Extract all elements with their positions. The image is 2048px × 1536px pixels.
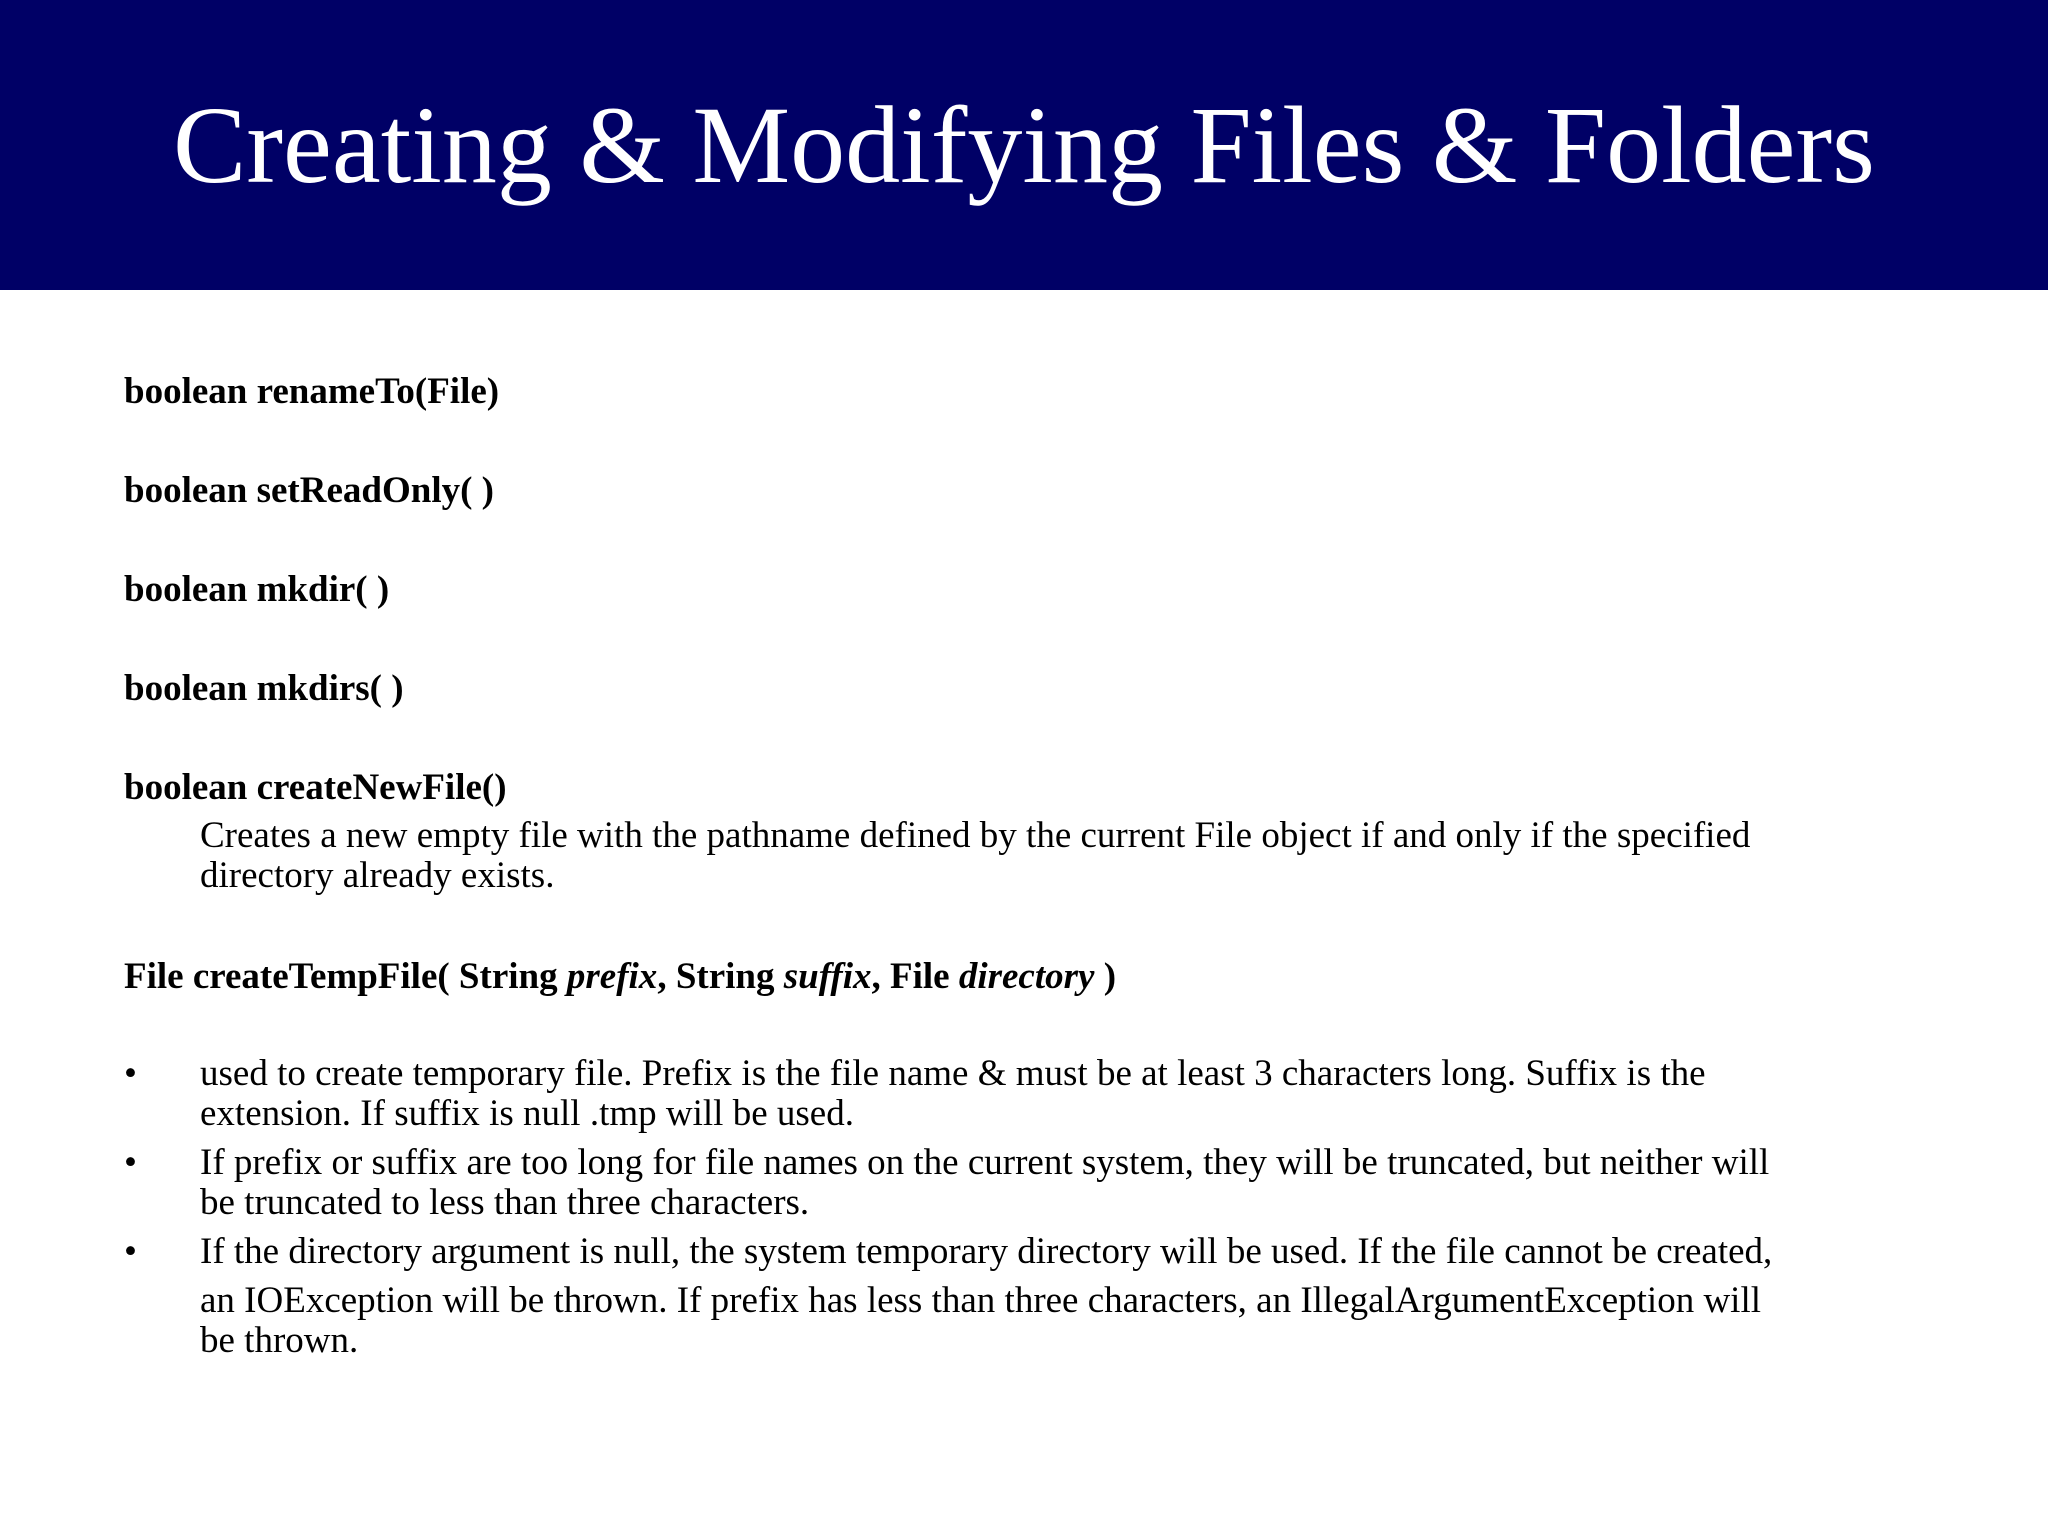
bullet-icon: • bbox=[124, 1231, 137, 1272]
method-set-read-only: boolean setReadOnly( ) bbox=[124, 470, 494, 511]
method-rename-to: boolean renameTo(File) bbox=[124, 371, 500, 412]
method-mkdirs: boolean mkdirs( ) bbox=[124, 668, 404, 709]
slide-title: Creating & Modifying Files & Folders bbox=[173, 84, 1875, 206]
method-mkdir: boolean mkdir( ) bbox=[124, 569, 390, 610]
create-new-file-description-line: Creates a new empty file with the pathname defined by the current File object if and only if the specified bbox=[200, 815, 1751, 856]
param-suffix: suffix bbox=[783, 956, 872, 997]
bullet-icon: • bbox=[124, 1053, 137, 1094]
method-create-new-file: boolean createNewFile() bbox=[124, 767, 507, 808]
bullet-text: If prefix or suffix are too long for file names on the current system, they will be truncated, but neither will be truncated to less than three characters. bbox=[200, 1142, 1770, 1223]
title-bar bbox=[0, 0, 2048, 290]
create-new-file-description-line: directory already exists. bbox=[200, 855, 555, 896]
bullet-text: used to create temporary file. Prefix is the file name & must be at least 3 characters long. Suffix is the extension. If suffix is null .tmp will be used. bbox=[200, 1053, 1706, 1134]
bullet-text: If the directory argument is null, the system temporary directory will be used. If the file cannot be created, an IOException will be thrown. If prefix has less than three characters, an IllegalArgumentException will be thrown. bbox=[200, 1231, 1773, 1361]
method-create-temp-file: File createTempFile( String prefix, String suffix, File directory ) bbox=[124, 956, 1117, 997]
create-new-file-description bbox=[200, 816, 1920, 896]
bullet-icon: • bbox=[124, 1142, 137, 1183]
param-directory: directory bbox=[958, 956, 1095, 997]
param-prefix: prefix bbox=[566, 956, 658, 997]
